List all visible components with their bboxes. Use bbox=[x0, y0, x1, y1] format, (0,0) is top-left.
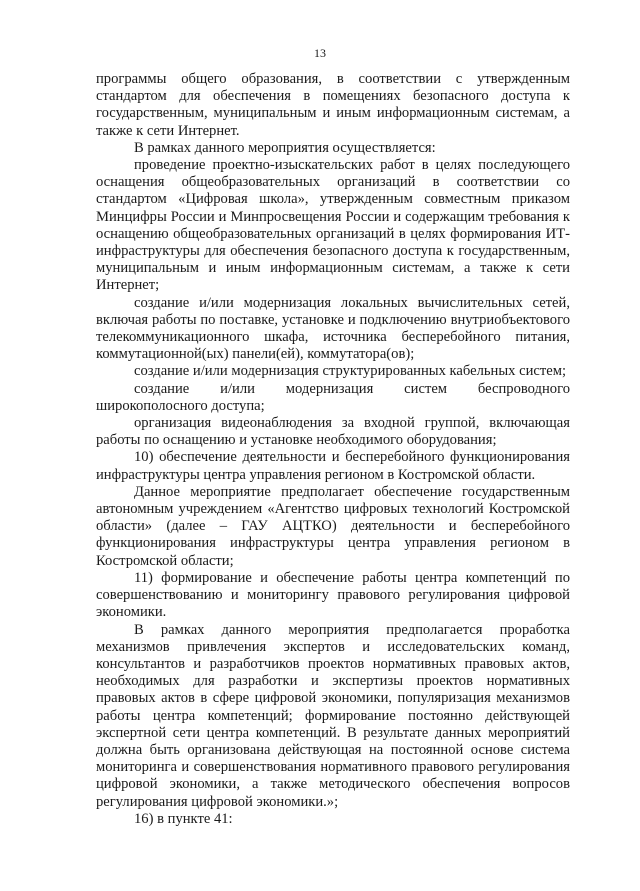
paragraph-wireless-access: создание и/или модернизация систем беспроводного широкополосного доступа; bbox=[96, 380, 570, 414]
paragraph-gau-actko: Данное мероприятие предполагает обеспечение государственным автономным учреждением «Агентство цифровых технологий Костромской области» (далее – ГАУ АЦТКО) деятельности и бесперебойного функционирования инфраструктуры центра управления регионом в Костромской области; bbox=[96, 483, 570, 569]
paragraph-design-works: проведение проектно-изыскательских работ в целях последующего оснащения общеобразовательных организаций в соответствии со стандартом «Цифровая школа», утвержденным совместным приказом Минцифры России и Минпросвещения России и содержащим требования к оснащению общеобразовательных организаций в целях формирования ИТ-инфраструктуры для обеспечения безопасного доступа к государственным, муниципальным и иным информационным системам, а также к сети Интернет; bbox=[96, 157, 570, 294]
paragraph-intro: В рамках данного мероприятия осуществляется: bbox=[134, 139, 436, 156]
paragraph-cable-systems: создание и/или модернизация структурированных кабельных систем; bbox=[134, 363, 567, 380]
paragraph-continuation: программы общего образования, в соответствии с утвержденным стандартом для обеспечения в помещениях безопасного доступа к государственным, муниципальным и иным информационным системам, а также к сети Интернет. bbox=[96, 71, 570, 139]
paragraph-competence-center: В рамках данного мероприятия предполагается проработка механизмов привлечения экспертов и исследовательских команд, консультантов и разработчиков проектов нормативных правовых актов, необходимых для разработки и экспертизы проектов нормативных правовых актов в сфере цифровой экономики, популяризация механизмов работы центра компетенций; формирование постоянно действующей экспертной сети центра компетенций. В результате данных мероприятий должна быть организована действующая на постоянной основе система мониторинга и совершенствования нормативного правового регулирования цифровой экономики, а также методического обеспечения вопросов регулирования цифровой экономики.»; bbox=[96, 621, 570, 810]
paragraph-item-16: 16) в пункте 41: bbox=[134, 810, 233, 827]
document-body bbox=[96, 71, 570, 828]
page-number: 13 bbox=[314, 46, 326, 60]
paragraph-item-10: 10) обеспечение деятельности и бесперебойного функционирования инфраструктуры центра управления регионом в Костромской области. bbox=[96, 449, 570, 483]
paragraph-video-surveillance: организация видеонаблюдения за входной группой, включающая работы по оснащению и установке необходимого оборудования; bbox=[96, 415, 570, 449]
paragraph-item-11: 11) формирование и обеспечение работы центра компетенций по совершенствованию и мониторингу правового регулирования цифровой экономики. bbox=[96, 569, 570, 621]
paragraph-local-networks: создание и/или модернизация локальных вычислительных сетей, включая работы по поставке, установке и подключению внутриобъектового телекоммуникационного шкафа, источника бесперебойного питания, коммутационной(ых) панели(ей), коммутатора(ов); bbox=[96, 294, 570, 363]
